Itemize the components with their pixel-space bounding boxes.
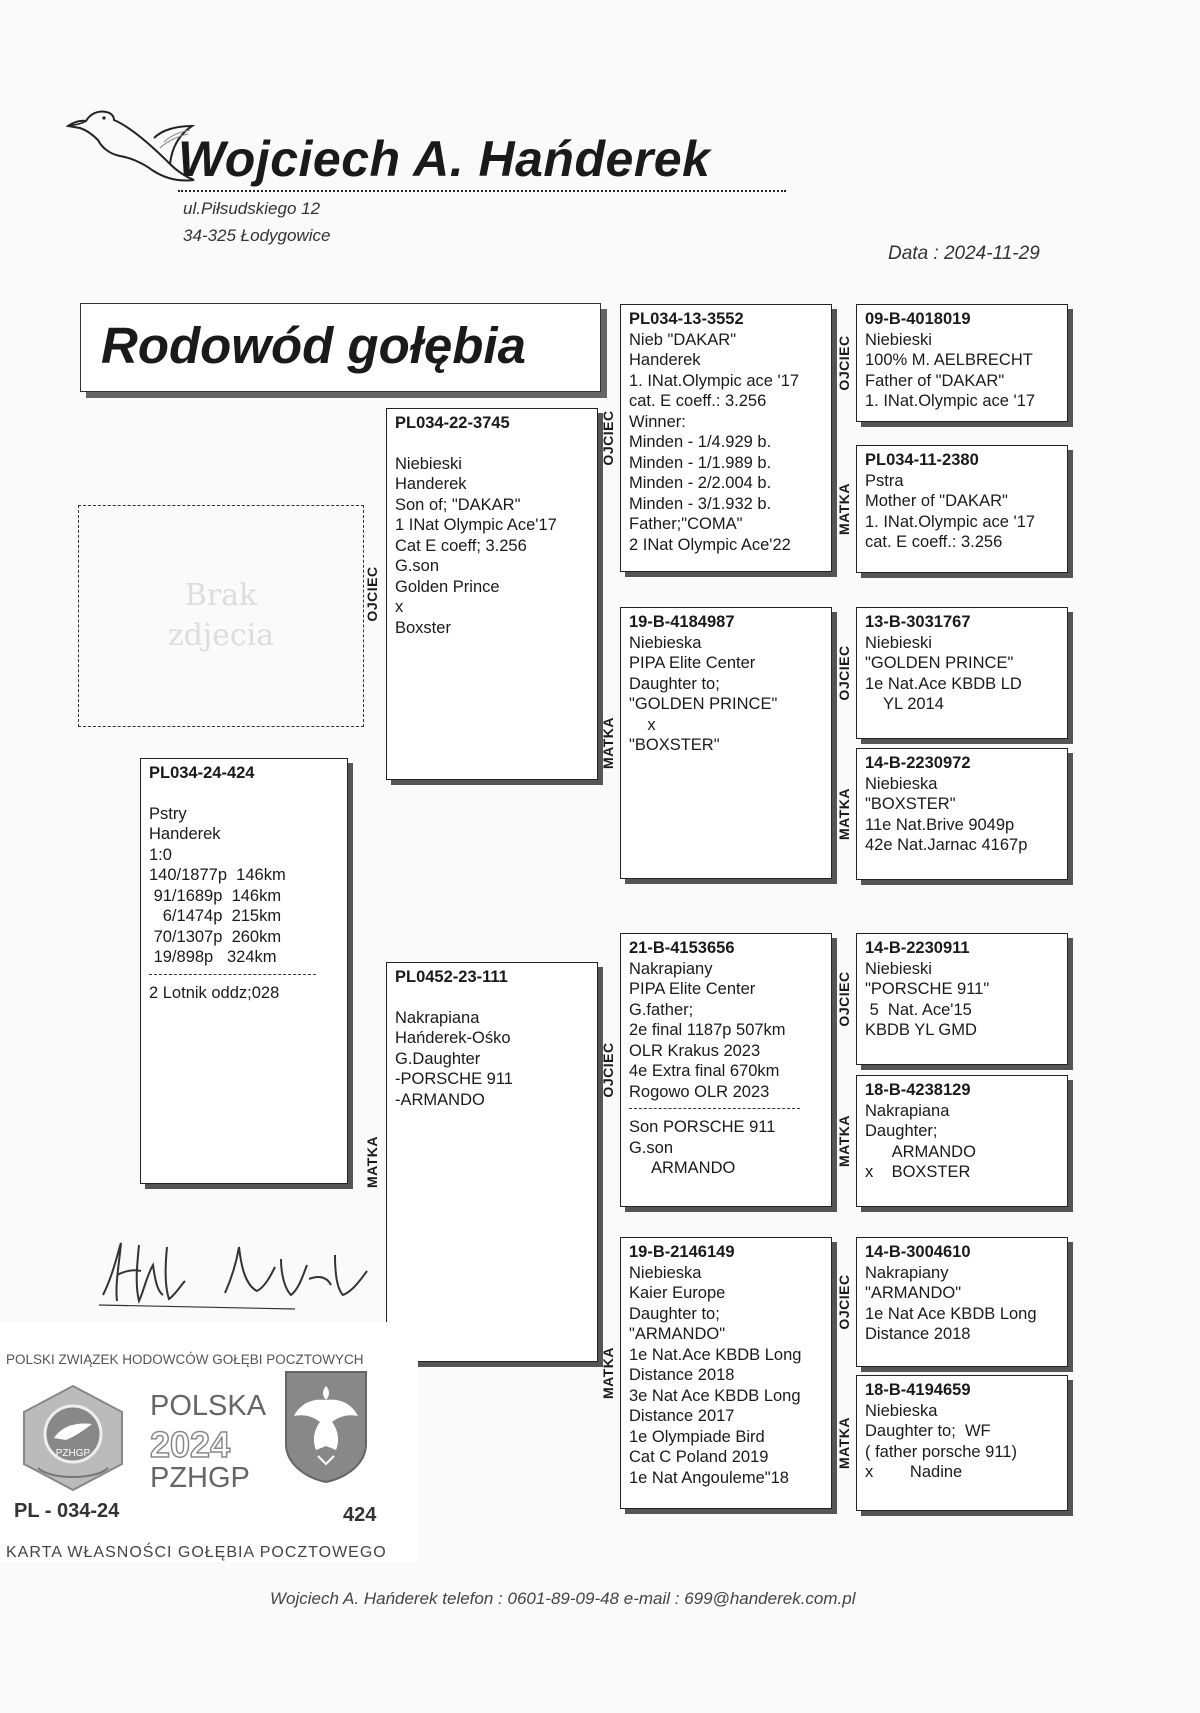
bird-info-line: 1e Nat Angouleme"18 — [629, 1468, 789, 1487]
fm-side-label — [596, 607, 620, 879]
side-label-text: MATKA — [836, 1114, 852, 1168]
side-label-text: OJCIEC — [836, 971, 852, 1027]
bird-info-line: Niebieska — [865, 774, 938, 793]
bird-info-line: cat. E coeff.: 3.256 — [629, 392, 767, 410]
photo-placeholder-line-1: Brak — [184, 578, 258, 613]
bird-info-line: Nakrapiana — [865, 1101, 950, 1120]
bird-info-line: 1e Nat Ace KBDB Long — [865, 1304, 1037, 1323]
fmm-card — [856, 748, 1068, 880]
breeder-name: Wojciech A. Hańderek — [178, 131, 711, 187]
bird-info-line: G.Daughter — [395, 1049, 481, 1068]
ring-number: 19-B-2146149 — [629, 1243, 735, 1261]
bird-info-line: 100% M. AELBRECHT — [865, 351, 1033, 369]
bird-info-line: OLR Krakus 2023 — [629, 1041, 761, 1060]
side-label-text: MATKA — [836, 1416, 852, 1470]
side-label-text: OJCIEC — [836, 1274, 852, 1330]
bird-info-line — [395, 988, 589, 1008]
bird-info-line: Cat C Poland 2019 — [629, 1448, 769, 1466]
bird-info-line: 11e Nat.Brive 9049p — [865, 815, 1015, 834]
bird-info-line: Distance 2017 — [629, 1407, 735, 1425]
date-label: Data : — [888, 243, 939, 264]
side-label-text: MATKA — [836, 787, 852, 841]
bird-info-line: "ARMANDO" — [865, 1284, 962, 1302]
photo-placeholder-line-2: zdjecia — [167, 618, 275, 653]
bird-info-line: x — [629, 715, 656, 734]
side-label-text: MATKA — [836, 482, 852, 536]
page-footer-contact: Wojciech A. Hańderek telefon : 0601-89-09-48 e-mail : 699@handerek.com.pl — [270, 1589, 856, 1608]
ring-number: 18-B-4238129 — [865, 1081, 971, 1099]
bird-info-line: Niebieska — [629, 1263, 702, 1282]
bird-info-line: Minden - 1/1.989 b. — [629, 453, 772, 472]
bird-info-line: Son PORSCHE 911 — [629, 1118, 776, 1136]
bird-info-line: 6/1474p 215km — [149, 907, 282, 925]
ring-number: 14-B-2230972 — [865, 754, 971, 772]
mf-card — [620, 933, 832, 1207]
bird-info-line: 70/1307p 260km — [149, 927, 282, 946]
ring-number: 19-B-4184987 — [629, 613, 735, 631]
bird-info-line: "BOXSTER" — [629, 736, 720, 754]
bird-info-line: "BOXSTER" — [865, 795, 956, 813]
bird-info-line: 1e Nat.Ace KBDB Long — [629, 1345, 802, 1364]
ring-number: 18-B-4194659 — [865, 1381, 971, 1399]
father-card — [386, 408, 598, 780]
bird-info-line: 140/1877p 146km — [149, 866, 286, 884]
handwritten-signature — [95, 1235, 375, 1315]
bird-info-line: Niebieska — [865, 1401, 938, 1420]
photo-placeholder — [78, 505, 364, 727]
pzhgp-emblem-label: PZHGP — [55, 1448, 91, 1459]
bird-info-line: Handerek — [149, 825, 221, 843]
address-line-2: 34-325 Łodygowice — [183, 226, 331, 245]
bird-info-line: Minden - 2/2.004 b. — [629, 474, 772, 492]
header-dotted-line — [178, 190, 786, 192]
card-header: POLSKI ZWIĄZEK HODOWCÓW GOŁĘBI POCZTOWYCH — [6, 1352, 364, 1367]
fmf-side-label — [832, 607, 856, 739]
bird-info-line: Son of; "DAKAR" — [395, 495, 521, 514]
card-org: PZHGP — [150, 1462, 250, 1494]
ffm-side-label — [832, 445, 856, 573]
bird-info-line: Rogowo OLR 2023 — [629, 1082, 770, 1101]
bird-info-line: PIPA Elite Center — [629, 980, 756, 998]
fff-card — [856, 304, 1068, 422]
bird-info-line: Pstra — [865, 471, 904, 490]
bird-info-line: Kaier Europe — [629, 1284, 726, 1302]
mm-side-label — [596, 1237, 620, 1509]
bird-info-line: Golden Prince — [395, 577, 500, 596]
mfm-card — [856, 1075, 1068, 1207]
bird-info-line: Cat E coeff; 3.256 — [395, 536, 527, 555]
bird-info-line: 1. INat.Olympic ace '17 — [629, 371, 800, 390]
side-label-text: MATKA — [364, 1135, 380, 1189]
bird-info-line: Handerek — [395, 475, 467, 493]
side-label-text: OJCIEC — [364, 566, 380, 622]
bird-info-line: Daughter to; WF — [865, 1422, 991, 1440]
bird-info-line: G.son — [395, 557, 440, 575]
bird-info-line: 19/898p 324km — [149, 948, 277, 966]
bird-info-line: Daughter; — [865, 1122, 938, 1140]
bird-info-line: ARMANDO — [629, 1159, 736, 1177]
bird-info-line: 1. INat.Olympic ace '17 — [865, 512, 1036, 531]
ffm-card — [856, 445, 1068, 573]
bird-info-line: x Nadine — [865, 1463, 963, 1481]
bird-info-line: 91/1689p 146km — [149, 886, 282, 905]
bird-info-line: 1e Olympiade Bird — [629, 1427, 765, 1446]
bird-info-line: Daughter to; — [629, 674, 720, 693]
bird-info-line: Hańderek-Ośko — [395, 1029, 511, 1047]
ring-number: 09-B-4018019 — [865, 310, 971, 328]
mmf-side-label — [832, 1237, 856, 1367]
ff-side-label — [596, 304, 620, 572]
ring-number: 13-B-3031767 — [865, 613, 971, 631]
bird-info-line: Niebieski — [865, 633, 932, 652]
bird-info-line: 1. INat.Olympic ace '17 — [865, 392, 1036, 410]
card-year: 2024 — [150, 1424, 231, 1465]
bird-info-line: 42e Nat.Jarnac 4167p — [865, 836, 1028, 854]
bird-info-line: Winner: — [629, 412, 686, 431]
ff-card — [620, 304, 832, 572]
bird-info-line: Nakrapiany — [629, 959, 713, 978]
bird-info-line: Mother of "DAKAR" — [865, 492, 1008, 510]
subject-bird — [141, 759, 347, 1007]
mf-side-label — [596, 933, 620, 1207]
bird-info-line: Handerek — [629, 351, 701, 369]
bird-info-line: "PORSCHE 911" — [865, 980, 990, 998]
mm-card — [620, 1237, 832, 1509]
bird-info-line: G.father; — [629, 1000, 694, 1019]
bird-info-line: Niebieski — [395, 454, 462, 473]
bird-info-line: PIPA Elite Center — [629, 654, 756, 672]
bird-info-line — [395, 434, 589, 454]
card-ring-number: 424 — [343, 1504, 377, 1526]
mfm-side-label — [832, 1075, 856, 1207]
bird-info-line: G.son — [629, 1138, 674, 1157]
bird-info-line: KBDB YL GMD — [865, 1021, 977, 1039]
bird-info-line: 3e Nat Ace KBDB Long — [629, 1386, 801, 1405]
side-label-text: OJCIEC — [836, 335, 852, 391]
card-country: POLSKA — [150, 1390, 267, 1422]
mmf-card — [856, 1237, 1068, 1367]
dashed-separator — [629, 1108, 800, 1109]
bird-info-line: ARMANDO — [865, 1142, 976, 1161]
bird-info-line: x — [395, 598, 404, 616]
page-title: Rodowód gołębia — [101, 317, 526, 374]
ring-number: 14-B-3004610 — [865, 1243, 971, 1261]
bird-info-line: Nieb "DAKAR" — [629, 330, 737, 349]
bird-info-line: Pstry — [149, 804, 187, 823]
bird-info-line: 1e Nat.Ace KBDB LD — [865, 674, 1022, 693]
bird-info-line: Daughter to; — [629, 1304, 720, 1323]
bird-info-line: 2e final 1187p 507km — [629, 1021, 786, 1039]
mmm-side-label — [832, 1375, 856, 1511]
title-box — [80, 303, 601, 392]
dove-logo-icon — [66, 104, 196, 196]
bird-info-line: Father;"COMA" — [629, 515, 743, 533]
date-value: 2024-11-29 — [943, 243, 1040, 264]
bird-info-line: x BOXSTER — [865, 1163, 971, 1181]
ring-number: PL0452-23-111 — [395, 968, 508, 986]
bird-info-line: ( father porsche 911) — [865, 1442, 1017, 1461]
ring-number: 21-B-4153656 — [629, 939, 735, 957]
bird-info-line: Distance 2018 — [865, 1325, 971, 1343]
bird-info-line: Niebieska — [629, 633, 702, 652]
bird-info-line: -ARMANDO — [395, 1090, 485, 1109]
side-label-text: OJCIEC — [600, 410, 616, 466]
side-label-text: OJCIEC — [600, 1042, 616, 1098]
card-footer: KARTA WŁASNOŚCI GOŁĘBIA POCZTOWEGO — [6, 1544, 387, 1561]
bird-info-line: Father of "DAKAR" — [865, 371, 1005, 390]
dashed-separator — [149, 974, 316, 975]
fff-side-label — [832, 304, 856, 422]
bird-info-line: Boxster — [395, 618, 451, 637]
subject-bird-card — [140, 758, 348, 1184]
bird-info-line: "ARMANDO" — [629, 1325, 726, 1343]
bird-info-line: Distance 2018 — [629, 1366, 735, 1384]
bird-info-line: "GOLDEN PRINCE" — [865, 654, 1014, 672]
polish-eagle-shield-icon — [282, 1368, 370, 1484]
side-label-text: MATKA — [600, 716, 616, 770]
mff-side-label — [832, 933, 856, 1065]
pzhgp-emblem-icon — [14, 1382, 132, 1494]
bird-info-line: 1 INat Olympic Ace'17 — [395, 516, 557, 534]
bird-info-line: Minden - 1/4.929 b. — [629, 433, 772, 451]
ring-number: PL034-11-2380 — [865, 451, 979, 469]
bird-info-line: -PORSCHE 911 — [395, 1070, 513, 1088]
side-label-text: MATKA — [600, 1346, 616, 1400]
bird-info-line: cat. E coeff.: 3.256 — [865, 533, 1003, 551]
ring-number: 14-B-2230911 — [865, 939, 970, 957]
bird-info-line: 4e Extra final 670km — [629, 1062, 780, 1080]
bird-info-line: Nakrapiana — [395, 1008, 480, 1027]
bird-info-line: Minden - 3/1.932 b. — [629, 494, 772, 513]
mother-card — [386, 962, 598, 1362]
bird-info-line: YL 2014 — [865, 695, 944, 713]
side-label-text: OJCIEC — [836, 645, 852, 701]
fmm-side-label — [832, 748, 856, 880]
bird-info-line: 5 Nat. Ace'15 — [865, 1000, 972, 1019]
mff-card — [856, 933, 1068, 1065]
father-side-label — [360, 408, 384, 780]
fm-card — [620, 607, 832, 879]
address-line-1: ul.Piłsudskiego 12 — [183, 199, 321, 218]
bird-info-line: 1:0 — [149, 845, 172, 864]
mmm-card — [856, 1375, 1068, 1511]
bird-info-line: "GOLDEN PRINCE" — [629, 695, 778, 713]
ownership-card — [0, 1322, 418, 1562]
ring-number: PL034-24-424 — [149, 764, 255, 782]
bird-info-line: Niebieski — [865, 330, 932, 349]
fmf-card — [856, 607, 1068, 739]
ring-number: PL034-22-3745 — [395, 414, 510, 432]
bird-info-line: 2 INat Olympic Ace'22 — [629, 535, 791, 554]
bird-info-line: Nakrapiany — [865, 1263, 949, 1282]
bird-info-line: 2 Lotnik oddz;028 — [149, 983, 280, 1002]
bird-info-line — [149, 784, 339, 804]
document-date — [888, 243, 1040, 265]
card-ring-prefix: PL - 034-24 — [14, 1500, 120, 1522]
bird-info-line: Niebieski — [865, 959, 932, 978]
ring-number: PL034-13-3552 — [629, 310, 744, 328]
